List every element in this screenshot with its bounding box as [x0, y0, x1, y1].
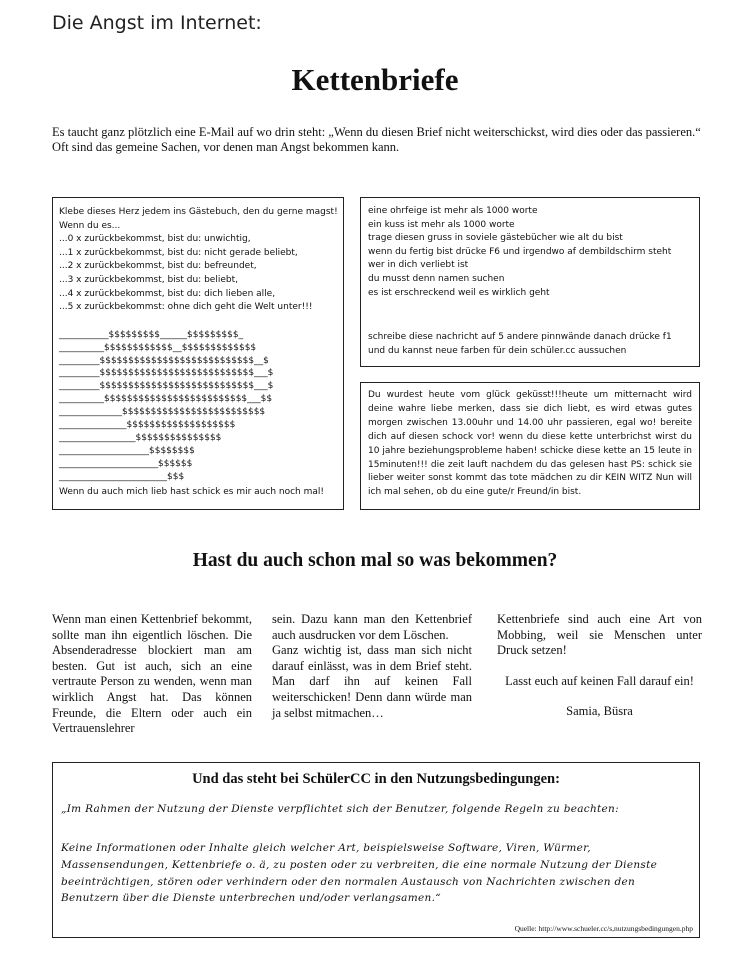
heart-ascii-art [59, 329, 337, 484]
intro-line-1: Es taucht ganz plötzlich eine E-Mail auf wo drin steht: „Wenn du diesen Brief nicht weiterschickst, wird dies oder das passieren.“ [52, 125, 701, 139]
heart-art-line: _________________$$$$$$$$$$$$$$$ [59, 433, 222, 443]
intro-line-2: Oft sind das gemeine Sachen, vor denen man Angst bekommen kann. [52, 140, 400, 154]
letter-line: trage diesen gruss in soviele gästebücher wie alt du bist [368, 233, 623, 244]
letter-line: ...4 x zurückbekommst, bist du: dich lieben alle, [59, 288, 276, 299]
heart-art-line: _________$$$$$$$$$$$$$$$$$$$$$$$$$$$__$ [59, 355, 269, 366]
column-text: Wenn man einen Kettenbrief bekommt, sollte man ihn eigentlich löschen. Die Absenderadresse blockiert man am besten. Gut ist auch, sich an eine vertraute Person zu wenden, wenn man wirklich Angst hat. Das können Freunde, die Eltern oder auch ein Vertrauenslehrer [52, 612, 252, 736]
letter-line: ...1 x zurückbekommst, bist du: nicht gerade beliebt, [59, 247, 298, 258]
heart-art-line: _______________$$$$$$$$$$$$$$$$$$$ [59, 420, 236, 431]
heart-art-line: _________$$$$$$$$$$$$$$$$$$$$$$$$$$$___$ [59, 368, 274, 379]
terms-heading: Und das steht bei SchülerCC in den Nutzungsbedingungen: [192, 771, 560, 787]
column-text: Ganz wichtig ist, dass man sich nicht darauf einlässt, was in dem Brief steht. Man darf ihn auf keinen Fall weiterschicken! Denn dann würde man ja selbst mitmachen… [272, 643, 472, 720]
column-text: Kettenbriefe sind auch eine Art von Mobbing, weil sie Menschen unter Druck setzen! [497, 612, 702, 658]
heart-art-line: ____________________$$$$$$$$ [59, 445, 195, 456]
heart-art-line: __________$$$$$$$$$$$$$$$$$$$$$$$$$___$$ [59, 394, 273, 405]
letter-line: Wenn du es... [59, 220, 121, 231]
chain-letter-luck [360, 382, 700, 510]
page-kicker: Die Angst im Internet: [52, 12, 262, 34]
letter-line: du musst denn namen suchen [368, 273, 505, 284]
letter-line: es ist erschreckend weil es wirklich geht [368, 287, 550, 298]
heart-art-line: ______________$$$$$$$$$$$$$$$$$$$$$$$$$ [59, 407, 266, 418]
letter-closing: Wenn du auch mich lieb hast schick es mir auch noch mal! [59, 487, 325, 498]
column-authors: Samia, Büsra [566, 704, 633, 719]
letter-line: Klebe dieses Herz jedem ins Gästebuch, den du gerne magst! [59, 207, 338, 217]
chain-letter-heart [52, 197, 344, 510]
terms-quote-intro: „Im Rahmen der Nutzung der Dienste verpflichtet sich der Benutzer, folgende Regeln zu beachten: [61, 803, 619, 815]
heart-art-line: ________________________$$$ [59, 471, 185, 482]
letter-line: ...3 x zurückbekommst, bist du: beliebt, [59, 274, 238, 285]
terms-quote-body: Keine Informationen oder Inhalte gleich welcher Art, beispielsweise Software, Viren, Würmer, Massensendungen, Kettenbriefe o. ä, zu posten oder zu verbreiten, die eine normale Nutzung der Dienste beeinträchtigen, stören oder verhindern oder den normalen Austausch von Nachrichten zwischen den Benutzern über die Dienste unterbrechen und/oder verlangsamen.“ [61, 842, 658, 905]
letter-line: und du kannst neue farben für dein schüler.cc aussuchen [368, 345, 627, 356]
letter-line: wenn du fertig bist drücke F6 und irgendwo af dembildschirm steht [368, 246, 672, 257]
section-heading: Hast du auch schon mal so was bekommen? [192, 550, 558, 571]
letter-text: Du wurdest heute vom glück geküsst!!!heute um mitternacht wird deine wahre liebe merken, dass sie dich liebt, es wird etwas gutes morgen zwischen 13.00uhr und 14.00 uhr passieren, egal wo! bereite dich auf diesen schock vor! wenn du diese kette unterbrichst wirst du 10 jahre beziehungsprobleme haben! schicke diese kette an 15 leute in 15minuten!!! die zeit lauft nachdem du das gelesen hast PS: schick sie lieber weiter sonst kommt das tote mädchen zu dir KEIN WITZ Nun will ich mal sehen, ob du eine gute/r Freund/in bist. [368, 390, 692, 498]
column-text: sein. Dazu kann man den Kettenbrief auch ausdrucken vor dem Löschen. [272, 612, 472, 642]
spacer [368, 300, 692, 331]
heart-art-line: _________$$$$$$$$$$$$$$$$$$$$$$$$$$$___$ [59, 381, 274, 392]
letter-line: ein kuss ist mehr als 1000 worte [368, 219, 515, 230]
article-column-3 [497, 612, 702, 720]
article-column-2 [272, 612, 472, 721]
page-title: Kettenbriefe [291, 62, 459, 97]
letter-line: wer in dich verliebt ist [368, 260, 469, 271]
terms-of-use-box [52, 762, 700, 938]
article-column-1 [52, 612, 252, 737]
source-citation: Quelle: http://www.schueler.cc/s,nutzungsbedingungen.php [514, 924, 693, 933]
heart-art-line: ______________________$$$$$$ [59, 458, 193, 469]
heart-art-line: ___________$$$$$$$$$______$$$$$$$$$_ [59, 329, 244, 340]
letter-line: ...5 x zurückbekommst: ohne dich geht die Welt unter!!! [59, 302, 313, 313]
letter-line: eine ohrfeige ist mehr als 1000 worte [368, 206, 538, 216]
letter-line: schreibe diese nachricht auf 5 andere pinnwände danach drücke f1 [368, 332, 672, 343]
column-appeal: Lasst euch auf keinen Fall darauf ein! [505, 673, 694, 688]
chain-letter-kiss [360, 197, 700, 367]
letter-line: ...0 x zurückbekommst, bist du: unwichtig, [59, 234, 251, 245]
letter-line: ...2 x zurückbekommst, bist du: befreundet, [59, 261, 257, 272]
heart-art-line: __________$$$$$$$$$$$$__$$$$$$$$$$$$$ [59, 342, 257, 353]
intro-paragraph [52, 125, 707, 155]
